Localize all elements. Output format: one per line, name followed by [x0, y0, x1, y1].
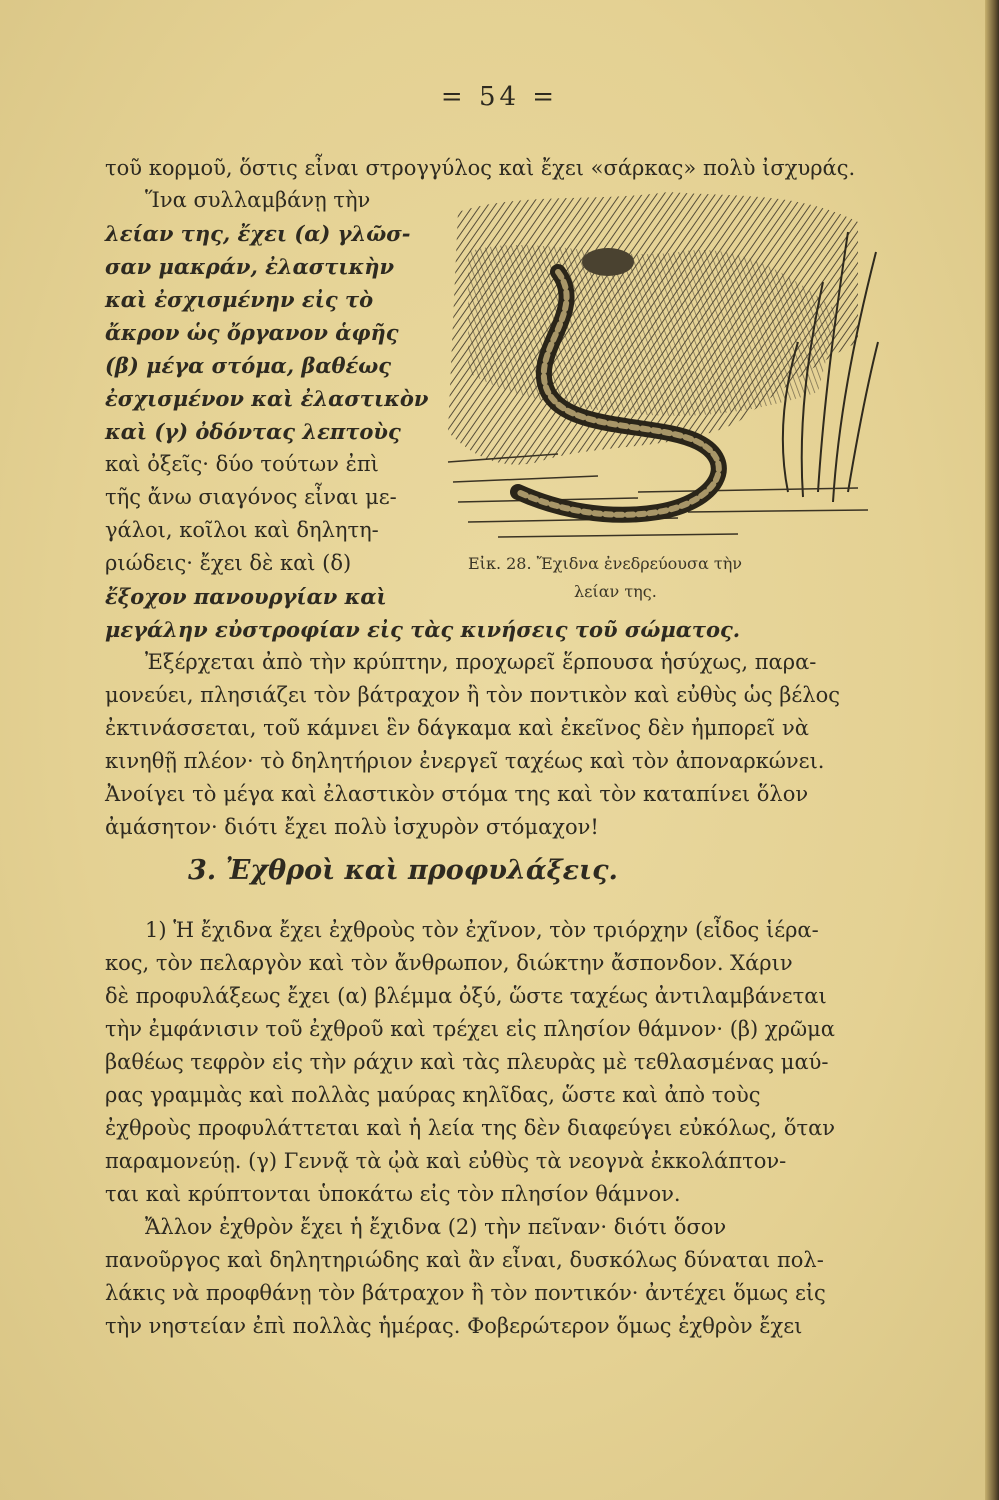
text-line: κος, τὸν πελαργὸν καὶ τὸν ἄνθρωπον, διώκτην ἄσπονδον. Χάριν: [105, 951, 793, 975]
text-line: λείαν της, ἔχει (α) γλῶσ-: [105, 221, 411, 246]
text-line: Ἐξέρχεται ἀπὸ τὴν κρύπτην, προχωρεῖ ἕρπουσα ἡσύχως, παρα-: [145, 650, 817, 674]
figure-caption-line-1: Εἰκ. 28. Ἔχιδνα ἐνεδρεύουσα τὴν: [468, 554, 742, 573]
text-line: κινηθῇ πλέον· τὸ δηλητήριον ἐνεργεῖ ταχέως καὶ τὸν ἀποναρκώνει.: [105, 749, 825, 773]
text-line: Ἀνοίγει τὸ μέγα καὶ ἐλαστικὸν στόμα της καὶ τὸν καταπίνει ὅλον: [105, 782, 809, 806]
text-line: ται καὶ κρύπτονται ὑποκάτω εἰς τὸν πλησίον θάμνον.: [105, 1182, 681, 1206]
text-line: ἐχθροὺς προφυλάττεται καὶ ἡ λεία της δὲν διαφεύγει εὐκόλως, ὅταν: [105, 1116, 836, 1140]
text-line: σαν μακράν, ἐλαστικὴν: [105, 254, 395, 279]
text-line: ρας γραμμὰς καὶ πολλὰς μαύρας κηλῖδας, ὥστε καὶ ἀπὸ τοὺς: [105, 1083, 761, 1107]
text-line: ἐσχισμένον καὶ ἐλαστικὸν: [105, 386, 429, 411]
text-line: τοῦ κορμοῦ, ὅστις εἶναι στρογγύλος καὶ ἔχει «σάρκας» πολὺ ἰσχυράς.: [105, 156, 856, 180]
text-line: καὶ (γ) ὀδόντας λεπτοὺς: [105, 419, 401, 444]
text-line: μεγάλην εὐστροφίαν εἰς τὰς κινήσεις τοῦ σώματος.: [105, 617, 741, 642]
text-line: βαθέως τεφρὸν εἰς τὴν ράχιν καὶ τὰς πλευρὰς μὲ τεθλασμένας μαύ-: [105, 1050, 829, 1074]
text-line: τὴν νηστείαν ἐπὶ πολλὰς ἡμέρας. Φοβερώτερον ὅμως ἐχθρὸν ἔχει: [105, 1314, 803, 1338]
book-spine-edge: [985, 0, 999, 1500]
viper-illustration: [438, 192, 880, 548]
text-line: ἄκρον ὡς ὄργανον ἁφῆς: [105, 320, 399, 345]
figure-caption-line-2: λείαν της.: [574, 582, 657, 601]
text-line: ἐκτινάσσεται, τοῦ κάμνει ἓν δάγκαμα καὶ ἐκεῖνος δὲν ἠμπορεῖ νὰ: [105, 716, 809, 740]
text-line: ἀμάσητον· διότι ἔχει πολὺ ἰσχυρὸν στόμαχον!: [105, 815, 599, 839]
text-line: παραμονεύῃ. (γ) Γεννᾷ τὰ ᾠὰ καὶ εὐθὺς τὰ νεογνὰ ἐκκολάπτον-: [105, 1149, 787, 1173]
text-line: ἔξοχον πανουργίαν καὶ: [105, 584, 387, 609]
text-line: δὲ προφυλάξεως ἔχει (α) βλέμμα ὀξύ, ὥστε ταχέως ἀντιλαμβάνεται: [105, 984, 827, 1008]
text-line: τὴν ἐμφάνισιν τοῦ ἐχθροῦ καὶ τρέχει εἰς πλησίον θάμνον· (β) χρῶμα: [105, 1017, 835, 1041]
text-line: 1) Ἡ ἔχιδνα ἔχει ἐχθροὺς τὸν ἐχῖνον, τὸν τριόρχην (εἶδος ἱέρα-: [145, 918, 819, 942]
frog-prey: [582, 248, 634, 276]
text-line: Ἵνα συλλαμβάνῃ τὴν: [145, 188, 371, 212]
text-line: μονεύει, πλησιάζει τὸν βάτραχον ἢ τὸν ποντικὸν καὶ εὐθὺς ὡς βέλος: [105, 683, 840, 707]
text-line: πανοῦργος καὶ δηλητηριώδης καὶ ἂν εἶναι, δυσκόλως δύναται πολ-: [105, 1248, 824, 1272]
page-number: = 54 =: [440, 82, 559, 112]
text-line: καὶ ὀξεῖς· δύο τούτων ἐπὶ: [105, 452, 379, 476]
text-line: (β) μέγα στόμα, βαθέως: [105, 353, 392, 378]
text-line: καὶ ἐσχισμένην εἰς τὸ: [105, 287, 374, 312]
text-line: τῆς ἄνω σιαγόνος εἶναι με-: [105, 485, 397, 509]
text-line: Ἄλλον ἐχθρὸν ἔχει ἡ ἔχιδνα (2) τὴν πεῖναν· διότι ὅσον: [145, 1215, 727, 1239]
viper-engraving: [438, 192, 880, 548]
text-line: ριώδεις· ἔχει δὲ καὶ (δ): [105, 551, 352, 575]
text-line: γάλοι, κοῖλοι καὶ δηλητη-: [105, 518, 379, 542]
text-line: λάκις νὰ προφθάνῃ τὸν βάτραχον ἢ τὸν ποντικόν· ἀντέχει ὅμως εἰς: [105, 1281, 826, 1305]
section-heading: 3. Ἐχθροὶ καὶ προφυλάξεις.: [188, 855, 618, 886]
